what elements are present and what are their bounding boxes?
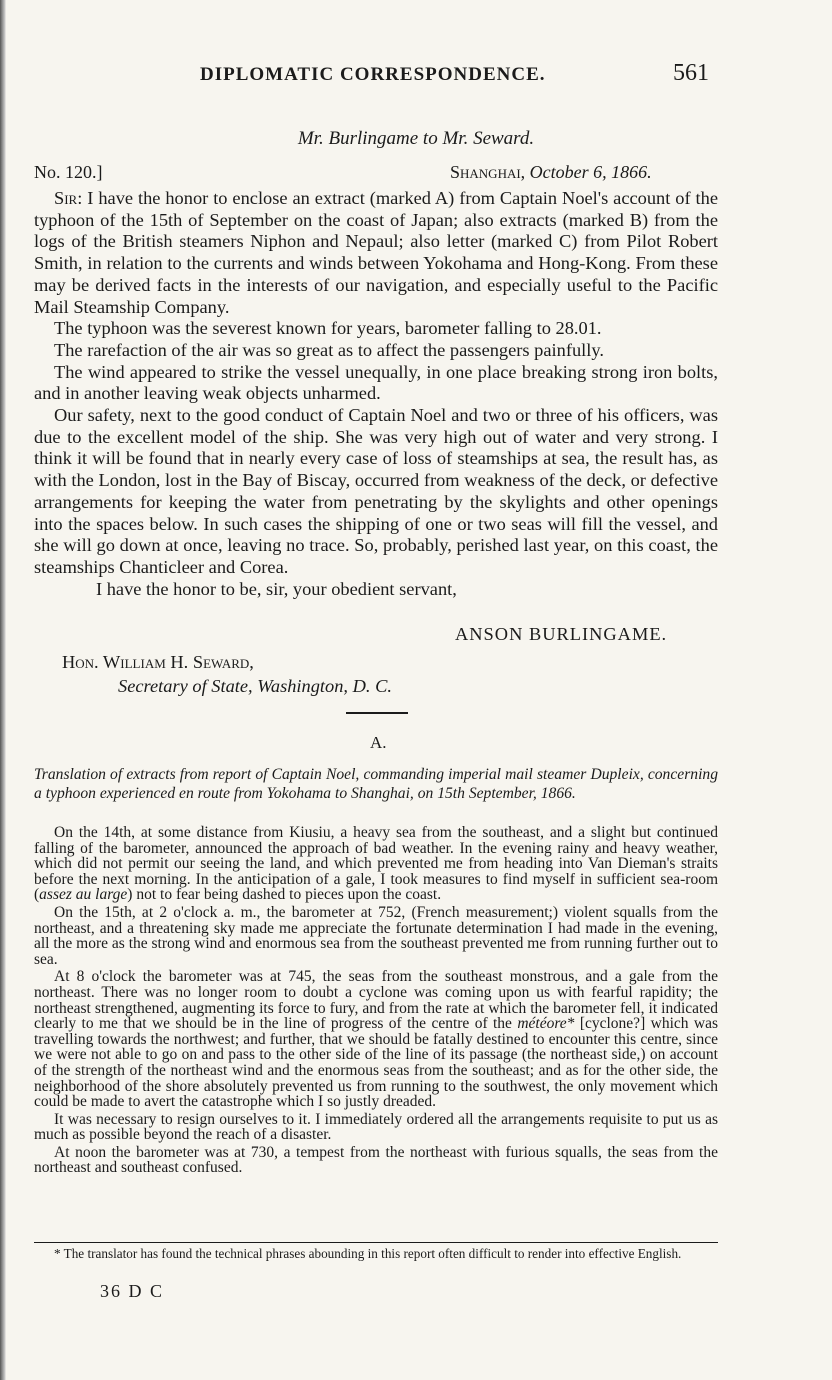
enclosure-title: Translation of extracts from report of Captain Noel, commanding imperial mail steamer Dupleix, concerning a typhoon experienced en route from Yokohama to Shanghai, on 15th September, 1866. bbox=[34, 766, 718, 802]
enclosure-paragraph: At 8 o'clock the barometer was at 745, the seas from the southeast monstrous, and a gale from the northeast. There was no longer room to doubt a cyclone was coming upon us with fearful rapidity; the northeast strengthened, augmenting its force to fury, and from the rate at which the barometer fell, it indicated clearly to me that we should be in the line of progress of the centre of the météore* [cyclone?] which was travelling towards the northwest; and further, that we should be fatally destined to encounter this centre, since we were not able to go on and pass to the other side of the line of its passage (the northeast side,) on account of the strength of the northeast wind and the enormous seas from the southeast; and as for the other side, the neighborhood of the shore absolutely prevented us from running to the southwest, the only movement which could be made to avert the catastrophe which I so justly dreaded. bbox=[34, 968, 718, 1111]
letter-paragraph: Our safety, next to the good conduct of Captain Noel and two or three of his officers, was due to the excellent model of the ship. She was very high out of water and very strong. I think it will be found that in nearly every case of loss of steamships at sea, the result has, as with the London, lost in the Bay of Biscay, occurred from weakness of the deck, or defective arrangements for keeping the water from penetrating by the skylights and other openings into the spaces below. In such cases the shipping of one or two seas will fill the vessel, and she will go down at once, leaving no trace. So, probably, perished last year, on this coast, the steamships Chanticleer and Corea. bbox=[34, 405, 718, 577]
letter-number: No. 120.] bbox=[34, 162, 103, 182]
page-number: 561 bbox=[673, 60, 709, 86]
addressee-name: Hon. William H. Seward, bbox=[62, 652, 254, 672]
enclosure-paragraph: At noon the barometer was at 730, a tempest from the northeast with furious squalls, the seas from the northeast and southeast confused. bbox=[34, 1143, 718, 1177]
signature-mark: 36 D C bbox=[100, 1281, 165, 1301]
letter-paragraph: Sir: I have the honor to enclose an extract (marked A) from Captain Noel's account of the typhoon of the 15th of September on the coast of Japan; also extracts (marked B) from the logs of the British steamers Niphon and Nepaul; also letter (marked C) from Pilot Robert Smith, in relation to the currents and winds between Yokohama and Hong-Kong. From these may be derived facts in the interests of our navigation, and especially useful to the Pacific Mail Steamship Company. bbox=[34, 188, 718, 317]
footnote-rule bbox=[34, 1242, 718, 1243]
enclosure-paragraph: It was necessary to resign ourselves to it. I immediately ordered all the arrangements requisite to put us as much as possible beyond the reach of a disaster. bbox=[34, 1110, 718, 1144]
signature: ANSON BURLINGAME. bbox=[455, 624, 668, 644]
addressee bbox=[62, 650, 392, 698]
letter-dateline bbox=[450, 162, 652, 183]
enclosure-label: A. bbox=[370, 733, 387, 752]
section-divider bbox=[346, 712, 408, 714]
enclosure-paragraph: On the 14th, at some distance from Kiusiu, a heavy sea from the southeast, and a slight but continued falling of the barometer, announced the approach of bad weather. In the evening rainy and heavy weather, which did not permit our seeing the land, and which prevented me from heading into Van Dieman's straits before the next morning. In the anticipation of a gale, I took measures to find myself in sufficient sea-room (assez au large) not to fear being dashed to pieces upon the coast. bbox=[34, 824, 718, 904]
addressee-title: Secretary of State, Washington, D. C. bbox=[118, 676, 392, 696]
salutation: Sir: bbox=[54, 188, 83, 208]
enclosure-body bbox=[34, 825, 718, 1178]
letter-body bbox=[34, 188, 718, 600]
letter-title: Mr. Burlingame to Mr. Seward. bbox=[297, 128, 535, 149]
letter-paragraph: The typhoon was the severest known for years, barometer falling to 28.01. bbox=[54, 318, 602, 339]
letter-closing: I have the honor to be, sir, your obedient servant, bbox=[96, 578, 457, 599]
letter-date: October 6, 1866. bbox=[529, 162, 652, 182]
letter-paragraph: The rarefaction of the air was so great as to affect the passengers painfully. bbox=[54, 339, 604, 360]
letter-place: Shanghai, bbox=[450, 162, 526, 182]
enclosure-paragraph: On the 15th, at 2 o'clock a. m., the barometer at 752, (French measurement;) violent squalls from the northeast, and a threatening sky made me appreciate the fortunate determination I had made in the evening, all the more as the strong wind and enormous sea from the southeast prevented me from running further out to sea. bbox=[34, 903, 718, 968]
letter-paragraph: The wind appeared to strike the vessel unequally, in one place breaking strong iron bolts, and in another leaving weak objects unharmed. bbox=[34, 361, 718, 404]
footnote: * The translator has found the technical phrases abounding in this report often difficult to render into effective English. bbox=[54, 1246, 682, 1261]
page-binding-edge bbox=[0, 0, 6, 1380]
running-head: DIPLOMATIC CORRESPONDENCE. bbox=[200, 64, 546, 85]
